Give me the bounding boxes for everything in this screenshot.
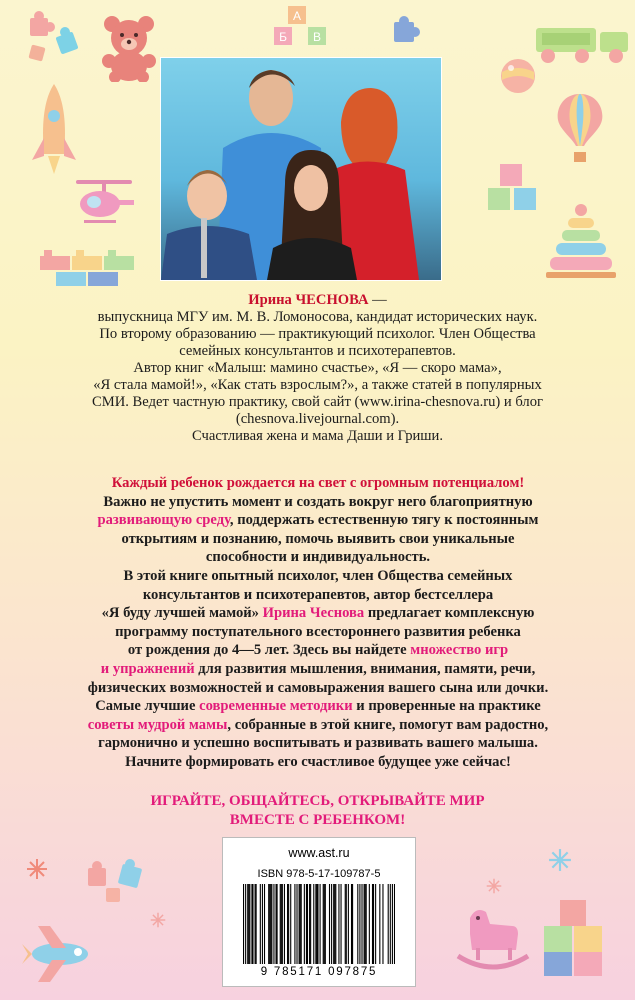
barcode-bar <box>394 884 395 964</box>
barcode-bar <box>346 884 347 964</box>
block-letter-b: Б <box>279 30 287 44</box>
puzzle-pieces-icon <box>84 858 152 908</box>
description-line: способности и индивидуальность. <box>205 549 431 566</box>
barcode-bar <box>366 884 367 964</box>
barcode-bar <box>251 884 252 964</box>
author-bio-line-3: семейных консультантов и психотерапевтов. <box>179 343 456 359</box>
helicopter-icon <box>72 176 136 228</box>
alphabet-blocks-icon <box>272 6 332 48</box>
barcode-bar <box>287 884 288 964</box>
barcode-bar <box>320 884 321 964</box>
barcode-bar <box>316 884 317 964</box>
barcode-bar <box>388 884 389 964</box>
toy-train-icon <box>532 22 632 66</box>
barcode-bar <box>268 884 269 964</box>
author-bio-line-1: выпускница МГУ им. М. В. Ломоносова, кандидат исторических наук. <box>97 309 538 325</box>
description-text: «Я буду лучшей мамой» <box>101 605 263 622</box>
barcode-bar <box>364 884 365 964</box>
description-line <box>28 697 608 716</box>
barcode-bar <box>288 884 289 964</box>
puzzle-pieces-icon <box>24 8 88 68</box>
teddy-bear-icon <box>100 14 158 82</box>
barcode-bar <box>249 884 250 964</box>
barcode-bar <box>271 884 272 964</box>
author-bio-line-4: Автор книг «Малыш: мамино счастье», «Я — скоро мама», <box>133 360 502 376</box>
author-bio-line-8: Счастливая жена и мама Даши и Гриши. <box>191 428 444 444</box>
description-line <box>28 641 608 660</box>
description-line: программу поступательного всестороннего развития ребенка <box>115 623 521 640</box>
barcode-bar <box>361 884 362 964</box>
barcode-bar <box>304 884 305 964</box>
barcode-bar <box>369 884 370 964</box>
cta-line-2: ВМЕСТЕ С РЕБЕНКОМ! <box>229 812 406 828</box>
barcode-bar <box>338 884 339 964</box>
description-headline: Каждый ребенок рождается на свет с огромным потенциалом! <box>111 475 525 491</box>
description-line <box>28 716 608 735</box>
ball-icon <box>498 56 538 96</box>
barcode-bar <box>351 884 352 964</box>
author-bio-line-5: «Я стала мамой!», «Как стать взрослым?», а также статей в популярных <box>93 377 542 393</box>
barcode-bar <box>296 884 297 964</box>
description-text: предлагает комплексную <box>364 605 535 622</box>
barcode-bar <box>352 884 353 964</box>
cta-line-1: ИГРАЙТЕ, ОБЩАЙТЕСЬ, ОТКРЫВАЙТЕ МИР <box>150 793 485 809</box>
description-text: и проверенные на практике <box>352 698 541 715</box>
barcode-bar <box>281 884 282 964</box>
barcode-bar <box>252 884 253 964</box>
barcode-bar <box>256 884 257 964</box>
barcode-bar <box>243 884 244 964</box>
barcode-bar <box>255 884 256 964</box>
barcode-bar <box>348 884 349 964</box>
barcode-bar <box>248 884 249 964</box>
description-line <box>28 604 608 623</box>
barcode-bar <box>309 884 310 964</box>
barcode-bar <box>294 884 295 964</box>
barcode-bar <box>262 884 263 964</box>
barcode-bar <box>306 884 307 964</box>
barcode-bar <box>299 884 300 964</box>
barcode-bar <box>335 884 336 964</box>
description-line <box>28 511 608 530</box>
author-family-photo <box>160 57 442 281</box>
barcode-bar <box>390 884 391 964</box>
barcode-bar <box>282 884 283 964</box>
description-line: Важно не упустить момент и создать вокруг него благоприятную <box>103 493 533 510</box>
description-line: открытиям и познанию, помочь выявить свои уникальные <box>121 530 515 547</box>
block-letter-v: В <box>312 30 322 44</box>
barcode-bar <box>310 884 311 964</box>
highlight-exercises: и упражнений <box>100 660 195 677</box>
barcode-bar <box>331 884 332 964</box>
barcode-bar <box>372 884 373 964</box>
author-bio-line-2: По второму образованию — практикующий психолог. Член Общества <box>99 326 536 342</box>
barcode-bar <box>340 884 341 964</box>
highlight-developing-environment: развивающую среду <box>97 512 230 529</box>
author-bio <box>30 292 605 445</box>
description-line: В этой книге опытный психолог, член Общества семейных <box>123 567 513 584</box>
barcode-bar <box>345 884 346 964</box>
publisher-url: www.ast.ru <box>288 846 350 860</box>
barcode-bar <box>317 884 318 964</box>
barcode-bar <box>375 884 376 964</box>
barcode-bar <box>329 884 330 964</box>
stacked-cubes-icon <box>540 900 606 978</box>
description-text: Самые лучшие <box>95 698 200 715</box>
highlight-author-name: Ирина Чеснова <box>262 605 365 622</box>
book-description <box>28 474 608 772</box>
author-name-line <box>30 292 605 309</box>
highlight-tips: советы мудрой мамы <box>87 716 228 733</box>
barcode-graphic <box>243 884 395 964</box>
hot-air-balloon-icon <box>552 92 608 164</box>
description-text: , собранные в этой книге, помогут вам радостно, <box>227 716 549 733</box>
barcode-bar <box>245 884 246 964</box>
barcode-bar <box>290 884 291 964</box>
barcode-bar <box>307 884 308 964</box>
author-name-suffix: — <box>368 292 387 308</box>
author-name: Ирина ЧЕСНОВА <box>248 292 369 308</box>
barcode-bar <box>280 884 281 964</box>
snowflake-icon <box>150 912 166 928</box>
toy-airplane-icon <box>20 922 100 984</box>
barcode-bar <box>300 884 301 964</box>
barcode-bar <box>269 884 270 964</box>
barcode-bar <box>284 884 285 964</box>
author-bio-line-7: (chesnova.livejournal.com). <box>235 411 400 427</box>
barcode-digits: 9 785171 097875 <box>260 966 378 978</box>
barcode-bar <box>323 884 324 964</box>
snowflake-icon <box>26 858 48 880</box>
description-line: Начните формировать его счастливое будущее уже сейчас! <box>125 753 511 770</box>
barcode-bar <box>264 884 265 964</box>
building-bricks-icon <box>40 244 136 286</box>
highlight-methods: современные методики <box>199 698 353 715</box>
description-text: от рождения до 4—5 лет. Здесь вы найдете <box>127 642 411 659</box>
snowflake-icon <box>548 848 572 872</box>
stacking-pyramid-icon <box>546 202 616 280</box>
barcode-bar <box>334 884 335 964</box>
barcode-bar <box>333 884 334 964</box>
barcode-label <box>222 837 416 987</box>
barcode-bar <box>392 884 393 964</box>
description-text: для развития мышления, внимания, памяти, речи, <box>194 660 536 677</box>
isbn-text: ISBN 978-5-17-109787-5 <box>257 868 381 880</box>
call-to-action <box>40 792 595 830</box>
barcode-bar <box>270 884 271 964</box>
barcode-bar <box>260 884 261 964</box>
barcode-bar <box>373 884 374 964</box>
barcode-bar <box>313 884 314 964</box>
barcode-bar <box>324 884 325 964</box>
rocking-horse-icon <box>456 904 530 976</box>
puzzle-piece-icon <box>388 14 424 50</box>
barcode-bar <box>277 884 278 964</box>
block-letter-a: А <box>292 9 302 23</box>
description-line <box>28 660 608 679</box>
barcode-bar <box>273 884 274 964</box>
rocket-icon <box>30 82 78 178</box>
barcode-bar <box>247 884 248 964</box>
barcode-bar <box>315 884 316 964</box>
barcode-bar <box>379 884 380 964</box>
barcode-bar <box>357 884 358 964</box>
stacked-cubes-icon <box>486 164 542 212</box>
description-line: гармонично и успешно воспитывать и развивать вашего малыша. <box>98 735 538 752</box>
snowflake-icon <box>486 878 502 894</box>
barcode-bar <box>325 884 326 964</box>
description-text: , поддержать естественную тягу к постоянным <box>229 512 539 529</box>
barcode-bar <box>301 884 302 964</box>
barcode-bar <box>382 884 383 964</box>
barcode-bar <box>365 884 366 964</box>
description-line: физических возможностей и самовыражения вашего сына или дочки. <box>87 679 549 696</box>
highlight-games: множество игр <box>410 642 509 659</box>
barcode-bar <box>359 884 360 964</box>
barcode-bar <box>276 884 277 964</box>
description-line: консультантов и психотерапевтов, автор бестселлера <box>142 586 494 603</box>
author-bio-line-6: СМИ. Ведет частную практику, свой сайт (www.irina-chesnova.ru) и блог <box>92 394 543 410</box>
